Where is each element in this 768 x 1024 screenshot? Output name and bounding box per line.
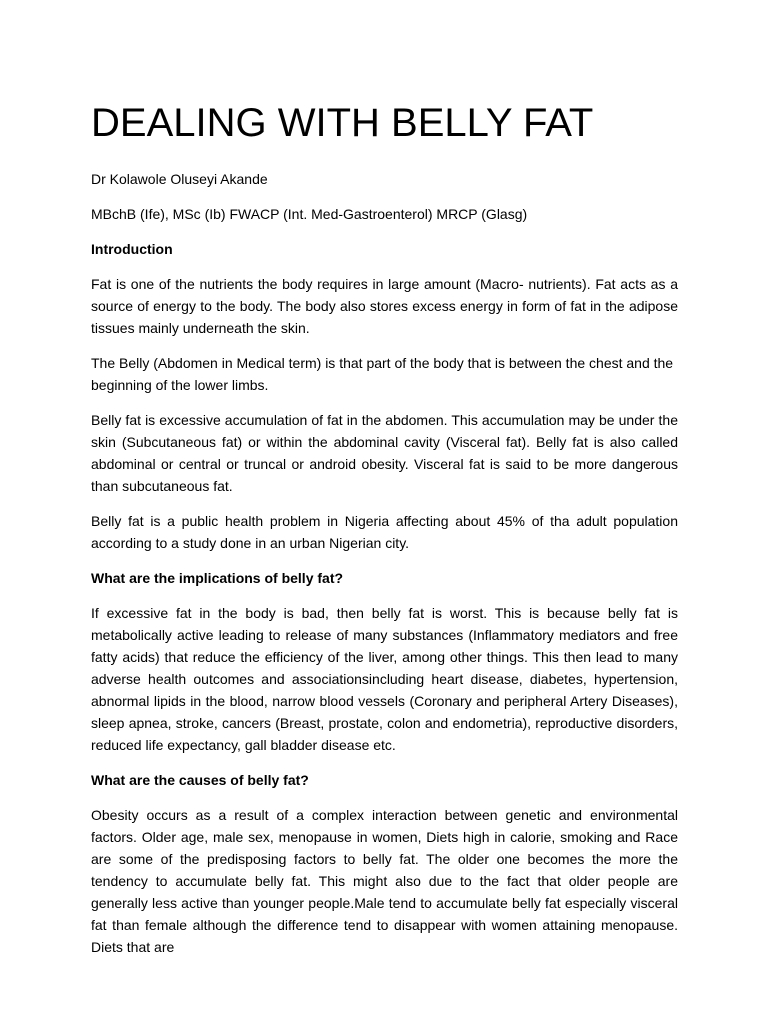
section-heading: Introduction — [91, 241, 173, 257]
document-title: DEALING WITH BELLY FAT — [91, 101, 594, 145]
paragraph: Belly fat is excessive accumulation of fat in the abdomen. This accumulation may be under the skin (Subcutaneous fat) or within the abdominal cavity (Visceral fat). Belly fat is also called abdominal or central or truncal or android obesity. Visceral fat is said to be more dangerous than subcutaneous fat. — [91, 412, 678, 494]
document-body — [91, 98, 678, 971]
section-heading: What are the causes of belly fat? — [91, 772, 309, 788]
section-implications — [91, 567, 678, 756]
section-introduction — [91, 238, 678, 554]
section-heading: What are the implications of belly fat? — [91, 570, 344, 586]
author-credentials: MBchB (Ife), MSc (Ib) FWACP (Int. Med-Gastroenterol) MRCP (Glasg) — [91, 206, 528, 222]
paragraph: If excessive fat in the body is bad, then belly fat is worst. This is because belly fat is metabolically active leading to release of many substances (Inflammatory mediators and free fatty acids) that reduce the efficiency of the liver, among other things. This then lead to many adverse health outcomes and associationsincluding heart disease, diabetes, hypertension, abnormal lipids in the blood, narrow blood vessels (Coronary and peripheral Artery Diseases), sleep apnea, stroke, cancers (Breast, prostate, colon and endometria), reproductive disorders, reduced life expectancy, gall bladder disease etc. — [91, 605, 678, 753]
paragraph: Obesity occurs as a result of a complex interaction between genetic and environmental factors. Older age, male sex, menopause in women, Diets high in calorie, smoking and Race are some of the predisposing factors to belly fat. The older one becomes the more the tendency to accumulate belly fat. This might also due to the fact that older people are generally less active than younger people.Male tend to accumulate belly fat especially visceral fat than female although the difference tend to disappear with women attaining menopause. Diets that are — [91, 807, 678, 955]
author-name: Dr Kolawole Oluseyi Akande — [91, 171, 268, 187]
paragraph: Fat is one of the nutrients the body requires in large amount (Macro- nutrients). Fat acts as a source of energy to the body. The body also stores excess energy in form of fat in the adipose tissues mainly underneath the skin. — [91, 276, 678, 336]
paragraph: Belly fat is a public health problem in Nigeria affecting about 45% of tha adult population according to a study done in an urban Nigerian city. — [91, 513, 678, 551]
section-causes — [91, 769, 678, 958]
paragraph: The Belly (Abdomen in Medical term) is that part of the body that is between the chest and the beginning of the lower limbs. — [91, 355, 674, 393]
